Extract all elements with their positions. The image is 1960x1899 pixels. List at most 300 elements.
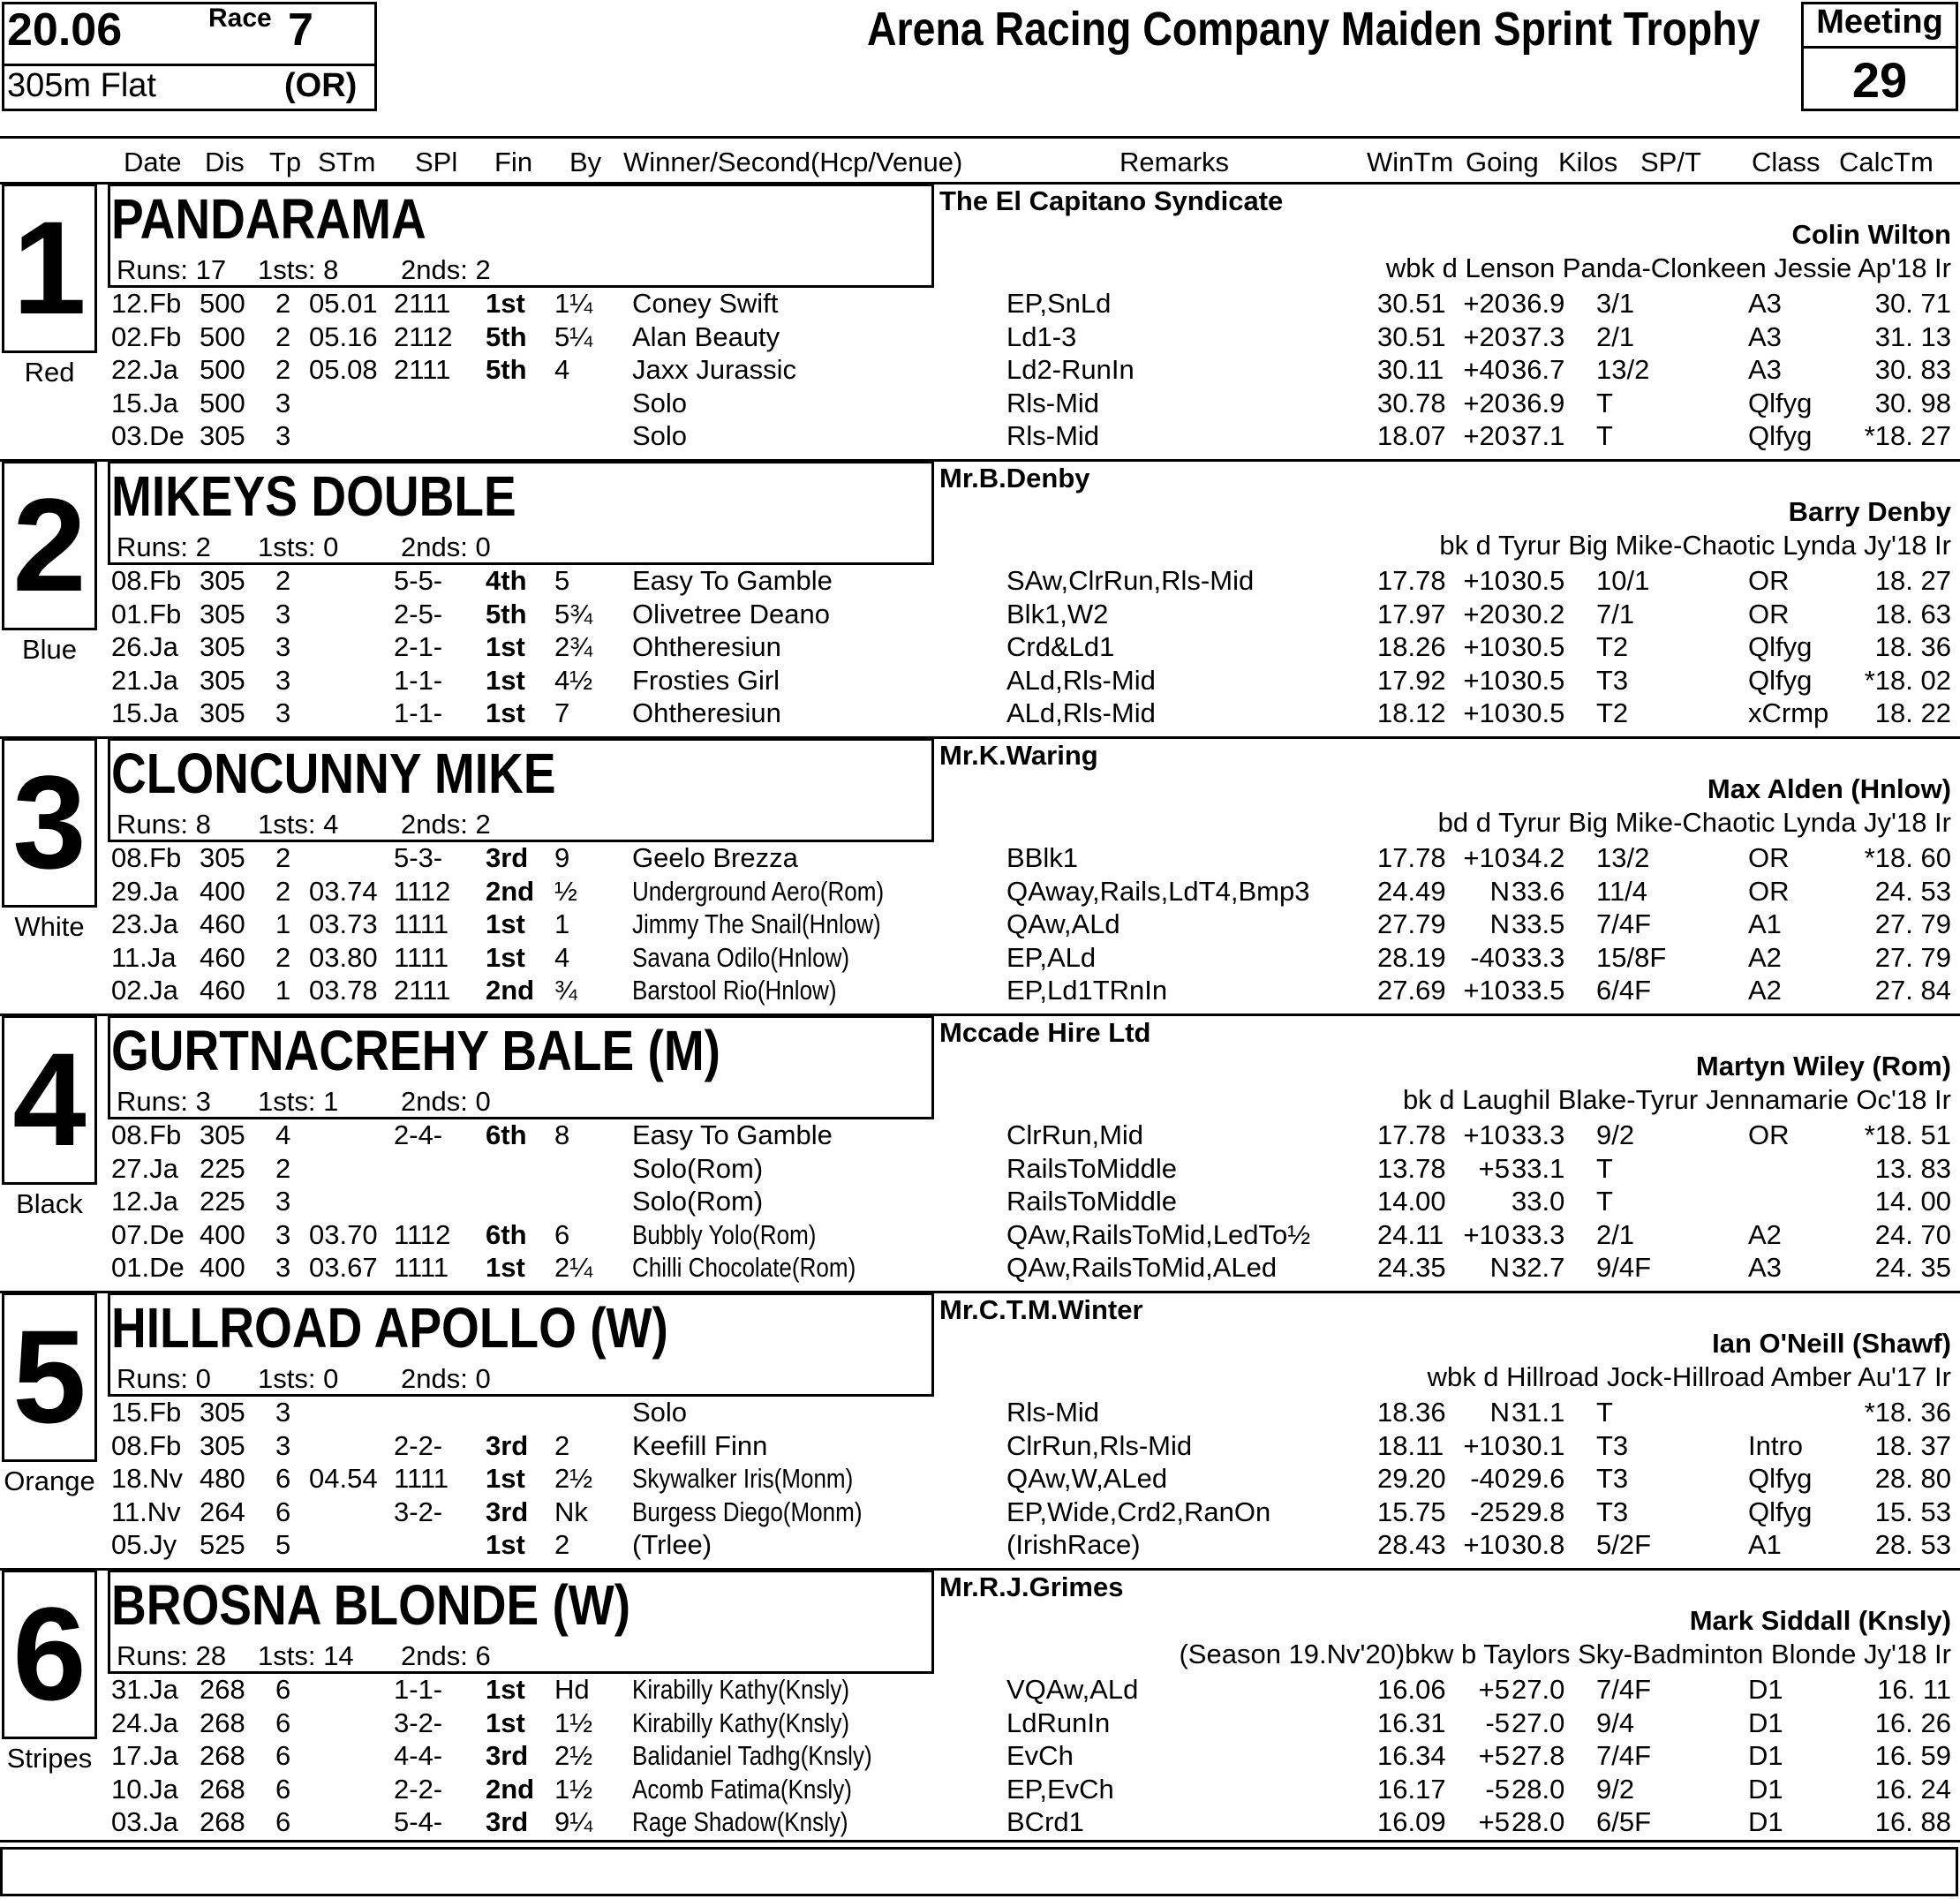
form-class: OR xyxy=(1748,875,1790,907)
form-fin: 5th xyxy=(486,598,527,629)
form-calctm: 15. 53 xyxy=(1874,1496,1951,1527)
section-rule xyxy=(0,1291,1960,1293)
form-stm: 03.73 xyxy=(309,908,378,939)
form-dis: 500 xyxy=(200,320,245,352)
form-wintm: 30.51 xyxy=(1377,320,1446,352)
form-remarks: Crd&Ld1 xyxy=(1006,631,1115,662)
form-date: 08.Fb xyxy=(111,565,182,596)
form-class: A1 xyxy=(1748,1529,1782,1560)
form-calctm: 24. 35 xyxy=(1874,1252,1951,1283)
race-title xyxy=(867,2,1905,57)
runner-owner: Mccade Hire Ltd xyxy=(939,1017,1151,1048)
form-class: Qlfyg xyxy=(1748,1496,1813,1527)
form-class: D1 xyxy=(1748,1707,1783,1738)
form-calctm: 28. 80 xyxy=(1874,1463,1951,1494)
form-winner xyxy=(632,1463,895,1495)
form-winner xyxy=(632,1707,891,1739)
form-calctm: 18. 36 xyxy=(1874,631,1951,662)
form-wintm: 18.26 xyxy=(1377,631,1446,662)
form-going: +10 xyxy=(1463,1529,1510,1560)
trap-box xyxy=(2,1015,97,1185)
trap-colour: Orange xyxy=(4,1466,95,1496)
form-winner-text: Geelo Brezza xyxy=(632,842,798,873)
form-winner xyxy=(632,631,781,663)
form-remarks: Rls-Mid xyxy=(1006,420,1100,451)
trap-box xyxy=(2,1570,97,1739)
form-stm: 03.80 xyxy=(309,941,378,973)
form-date: 12.Fb xyxy=(111,288,182,319)
form-spt: 9/2 xyxy=(1596,1773,1635,1805)
form-remarks: Ld1-3 xyxy=(1006,320,1077,352)
form-by: 2½ xyxy=(554,1463,593,1494)
trap-box xyxy=(2,184,97,353)
form-winner xyxy=(632,1529,712,1561)
runner-seconds: 2nds: 2 xyxy=(401,809,491,840)
form-dis: 305 xyxy=(200,1119,245,1150)
trap-number: 2 xyxy=(12,471,87,619)
form-tp: 6 xyxy=(275,1806,291,1837)
form-winner xyxy=(632,876,931,908)
trap-number: 6 xyxy=(12,1579,87,1728)
runner-breeding: (Season 19.Nv'20)bkw b Taylors Sky-Badminton Blonde Jy'18 Ir xyxy=(1179,1639,1951,1669)
form-going: -40 xyxy=(1470,1463,1510,1494)
form-spt: 13/2 xyxy=(1596,354,1650,385)
form-wintm: 14.00 xyxy=(1377,1186,1446,1217)
form-class: A3 xyxy=(1748,320,1782,352)
form-by: 2¼ xyxy=(554,1252,593,1283)
form-by: 1½ xyxy=(554,1773,593,1805)
form-winner-text: Acomb Fatima(Knsly) xyxy=(632,1773,852,1805)
form-going: +20 xyxy=(1463,598,1510,629)
form-remarks: QAw,RailsToMid,ALed xyxy=(1006,1252,1278,1283)
form-remarks: QAway,Rails,LdT4,Bmp3 xyxy=(1006,875,1310,907)
form-fin: 1st xyxy=(486,1674,525,1705)
form-tp: 6 xyxy=(275,1674,291,1705)
form-class: A3 xyxy=(1748,288,1782,319)
form-date: 26.Ja xyxy=(111,631,178,662)
form-spt: 13/2 xyxy=(1596,842,1650,873)
form-winner-text: Kirabilly Kathy(Knsly) xyxy=(632,1674,850,1705)
form-by: 2¾ xyxy=(554,631,593,662)
form-fin: 2nd xyxy=(486,1773,535,1805)
runner-trainer: Martyn Wiley (Rom) xyxy=(1695,1051,1951,1081)
form-dis: 460 xyxy=(200,975,245,1006)
col-spt: SP/T xyxy=(1640,147,1701,177)
form-going: -5 xyxy=(1485,1707,1510,1738)
form-remarks: ALd,Rls-Mid xyxy=(1006,664,1156,696)
form-winner xyxy=(632,697,781,729)
form-spt: T3 xyxy=(1596,1496,1629,1527)
runner-name-text: CLONCUNNY MIKE xyxy=(111,742,556,805)
form-wintm: 28.43 xyxy=(1377,1529,1446,1560)
form-winner-text: Barstool Rio(Hnlow) xyxy=(632,975,837,1006)
runner-runs: Runs: 0 xyxy=(117,1363,211,1394)
form-date: 08.Fb xyxy=(111,1429,182,1461)
form-stm: 03.74 xyxy=(309,875,378,907)
race-title-text: Arena Racing Company Maiden Sprint Trophy xyxy=(867,3,1760,56)
form-winner-text: Solo xyxy=(632,1397,688,1428)
section-rule xyxy=(0,1014,1960,1016)
form-winner-text: Bubbly Yolo(Rom) xyxy=(632,1218,817,1250)
form-spl: 1112 xyxy=(394,875,451,907)
form-kilos: 33.3 xyxy=(1511,1119,1565,1150)
form-winner-text: Frosties Girl xyxy=(632,664,780,696)
form-tp: 3 xyxy=(275,1186,291,1217)
form-kilos: 31.1 xyxy=(1511,1397,1565,1428)
form-tp: 4 xyxy=(275,1119,291,1150)
runner-name xyxy=(111,1294,759,1361)
form-date: 01.Fb xyxy=(111,598,182,629)
form-wintm: 24.35 xyxy=(1377,1252,1446,1283)
form-tp: 6 xyxy=(275,1740,291,1771)
form-spt: 10/1 xyxy=(1596,565,1650,596)
form-fin: 3rd xyxy=(486,1496,529,1527)
col-tp: Tp xyxy=(269,147,302,177)
form-tp: 3 xyxy=(275,1252,291,1283)
form-kilos: 36.9 xyxy=(1511,387,1565,418)
form-winner xyxy=(632,388,687,419)
form-date: 01.De xyxy=(111,1252,185,1283)
form-by: ½ xyxy=(554,875,577,907)
runner-seconds: 2nds: 0 xyxy=(401,531,491,562)
form-kilos: 36.9 xyxy=(1511,288,1565,319)
form-spt: 9/4F xyxy=(1596,1252,1652,1283)
form-class: D1 xyxy=(1748,1773,1783,1805)
form-dis: 305 xyxy=(200,631,245,662)
form-fin: 1st xyxy=(486,664,525,696)
form-spt: 7/4F xyxy=(1596,908,1652,939)
form-calctm: 24. 70 xyxy=(1874,1218,1951,1250)
form-calctm: 16. 59 xyxy=(1874,1740,1951,1771)
runner-runs: Runs: 2 xyxy=(117,531,211,562)
form-remarks: Blk1,W2 xyxy=(1006,598,1109,629)
footer-box xyxy=(0,1847,1958,1896)
bottom-rule xyxy=(0,1840,1960,1842)
section-rule xyxy=(0,1568,1960,1571)
form-going: +10 xyxy=(1463,697,1510,728)
form-tp: 3 xyxy=(275,387,291,418)
runner-breeding: bk d Laughil Blake-Tyrur Jennamarie Oc'18 Ir xyxy=(1402,1084,1951,1115)
form-going: +5 xyxy=(1478,1806,1510,1837)
runner-name-text: HILLROAD APOLLO (W) xyxy=(111,1296,668,1360)
form-spl: 1112 xyxy=(394,1218,451,1250)
form-spt: 5/2F xyxy=(1596,1529,1652,1560)
form-spl: 1111 xyxy=(394,908,449,939)
race-time: 20.06 xyxy=(7,4,123,56)
form-kilos: 27.0 xyxy=(1511,1674,1565,1705)
form-calctm: 16. 11 xyxy=(1877,1674,1951,1705)
col-dis: Dis xyxy=(205,147,245,177)
form-going: +10 xyxy=(1463,1218,1510,1250)
race-label: Race xyxy=(208,4,272,33)
form-spt: 3/1 xyxy=(1596,288,1635,319)
form-by: 1¼ xyxy=(554,288,593,319)
form-winner xyxy=(632,1430,767,1462)
runner-runs: Runs: 17 xyxy=(117,254,227,285)
form-kilos: 33.6 xyxy=(1511,875,1565,907)
form-spt: T3 xyxy=(1596,1463,1629,1494)
form-spl: 2112 xyxy=(394,320,453,352)
form-wintm: 17.78 xyxy=(1377,1119,1446,1150)
form-spl: 1111 xyxy=(394,941,449,973)
form-remarks: ClrRun,Mid xyxy=(1006,1119,1144,1150)
runner-name-box xyxy=(108,738,934,842)
form-kilos: 27.0 xyxy=(1511,1707,1565,1738)
form-wintm: 29.20 xyxy=(1377,1463,1446,1494)
form-dis: 305 xyxy=(200,664,245,696)
form-kilos: 30.1 xyxy=(1511,1429,1565,1461)
runner-name xyxy=(111,1571,715,1639)
runner-firsts: 1sts: 14 xyxy=(258,1640,354,1671)
form-by: 6 xyxy=(554,1218,570,1250)
form-winner-text: (Trlee) xyxy=(632,1529,712,1560)
form-spt: T xyxy=(1596,1152,1613,1184)
runner-runs: Runs: 8 xyxy=(117,809,211,840)
form-dis: 400 xyxy=(200,1218,245,1250)
form-tp: 2 xyxy=(275,320,291,352)
col-class: Class xyxy=(1752,147,1821,177)
form-spl: 3-2- xyxy=(394,1707,443,1738)
form-dis: 268 xyxy=(200,1773,245,1805)
col-by: By xyxy=(569,147,602,177)
form-winner xyxy=(632,842,798,874)
form-calctm: 30. 71 xyxy=(1874,288,1951,319)
form-winner-text: Solo(Rom) xyxy=(632,1152,764,1184)
form-by: 9¼ xyxy=(554,1806,593,1837)
form-kilos: 30.5 xyxy=(1511,664,1565,696)
form-going: +40 xyxy=(1463,354,1510,385)
form-remarks: EP,ALd xyxy=(1006,941,1097,973)
form-kilos: 28.0 xyxy=(1511,1773,1565,1805)
form-winner xyxy=(632,354,796,386)
form-calctm: 16. 88 xyxy=(1874,1806,1951,1837)
form-remarks: EP,SnLd xyxy=(1006,288,1112,319)
form-calctm: 24. 53 xyxy=(1874,875,1951,907)
form-by: 9 xyxy=(554,842,570,873)
runner-firsts: 1sts: 4 xyxy=(258,809,339,840)
runner-firsts: 1sts: 0 xyxy=(258,531,339,562)
form-tp: 2 xyxy=(275,288,291,319)
form-spt: T xyxy=(1596,420,1613,451)
runner-name-text: MIKEYS DOUBLE xyxy=(111,464,516,528)
form-spt: T3 xyxy=(1596,664,1629,696)
col-date: Date xyxy=(124,147,182,177)
form-class: Qlfyg xyxy=(1748,420,1813,451)
form-spl: 5-4- xyxy=(394,1806,443,1837)
section-rule xyxy=(0,459,1960,462)
form-wintm: 17.78 xyxy=(1377,842,1446,873)
form-winner-text: Underground Aero(Rom) xyxy=(632,875,885,907)
form-date: 18.Nv xyxy=(111,1463,183,1494)
form-winner xyxy=(632,1674,891,1706)
form-fin: 1st xyxy=(486,288,525,319)
form-date: 03.Ja xyxy=(111,1806,178,1837)
trap-colour: Stripes xyxy=(6,1743,93,1774)
runner-name-text: PANDARAMA xyxy=(111,187,426,251)
form-kilos: 37.3 xyxy=(1511,320,1565,352)
form-calctm: *18. 02 xyxy=(1864,664,1951,696)
form-by: ¾ xyxy=(554,975,577,1006)
form-tp: 5 xyxy=(275,1529,291,1560)
form-tp: 1 xyxy=(275,908,291,939)
form-by: 4 xyxy=(554,354,570,385)
form-going: +10 xyxy=(1463,1119,1510,1150)
form-fin: 4th xyxy=(486,565,527,596)
form-winner-text: Ohtheresiun xyxy=(632,631,781,662)
form-remarks: VQAw,ALd xyxy=(1006,1674,1139,1705)
form-tp: 2 xyxy=(275,1152,291,1184)
form-winner-text: Burgess Diego(Monm) xyxy=(632,1496,863,1527)
runner-name-box xyxy=(108,1570,934,1674)
form-class: OR xyxy=(1748,1119,1790,1150)
form-date: 23.Ja xyxy=(111,908,178,939)
form-going: N xyxy=(1489,1397,1510,1428)
form-calctm: 13. 83 xyxy=(1874,1152,1951,1184)
form-stm: 03.78 xyxy=(309,975,378,1006)
form-winner xyxy=(632,1219,851,1251)
form-date: 27.Ja xyxy=(111,1152,178,1184)
form-winner-text: Solo(Rom) xyxy=(632,1186,764,1217)
runner-trainer: Mark Siddall (Knsly) xyxy=(1689,1605,1951,1636)
runner-name xyxy=(111,463,582,530)
form-tp: 2 xyxy=(275,842,291,873)
form-wintm: 18.07 xyxy=(1377,420,1446,451)
form-winner xyxy=(632,1397,687,1428)
form-fin: 1st xyxy=(486,941,525,973)
form-class: A2 xyxy=(1748,941,1782,973)
form-stm: 05.16 xyxy=(309,320,378,352)
form-tp: 2 xyxy=(275,941,291,973)
form-fin: 1st xyxy=(486,697,525,728)
form-kilos: 33.5 xyxy=(1511,908,1565,939)
form-winner-text: Olivetree Deano xyxy=(632,598,831,629)
form-remarks: BCrd1 xyxy=(1006,1806,1084,1837)
form-tp: 3 xyxy=(275,697,291,728)
form-spt: 2/1 xyxy=(1596,1218,1635,1250)
form-class: A3 xyxy=(1748,354,1782,385)
form-spt: 6/5F xyxy=(1596,1806,1652,1837)
form-spl: 2-5- xyxy=(394,598,443,629)
form-spl: 2111 xyxy=(394,975,451,1006)
form-fin: 5th xyxy=(486,320,527,352)
form-wintm: 27.79 xyxy=(1377,908,1446,939)
form-kilos: 28.0 xyxy=(1511,1806,1565,1837)
form-dis: 460 xyxy=(200,908,245,939)
trap-box xyxy=(2,738,97,908)
form-wintm: 30.78 xyxy=(1377,387,1446,418)
runner-breeding: bk d Tyrur Big Mike-Chaotic Lynda Jy'18 Ir xyxy=(1439,530,1951,561)
form-spl: 2-2- xyxy=(394,1429,443,1461)
form-going: +5 xyxy=(1478,1740,1510,1771)
form-kilos: 30.2 xyxy=(1511,598,1565,629)
form-tp: 1 xyxy=(275,975,291,1006)
section-rule xyxy=(0,736,1960,739)
form-going: N xyxy=(1489,1252,1510,1283)
form-spt: T xyxy=(1596,1397,1613,1428)
form-by: 8 xyxy=(554,1119,570,1150)
form-fin: 6th xyxy=(486,1119,527,1150)
form-going: +10 xyxy=(1463,664,1510,696)
form-dis: 400 xyxy=(200,875,245,907)
form-class: Qlfyg xyxy=(1748,664,1813,696)
col-spl: SPl xyxy=(415,147,458,177)
form-kilos: 33.1 xyxy=(1511,1152,1565,1184)
form-going: -5 xyxy=(1485,1773,1510,1805)
form-winner xyxy=(632,565,833,597)
form-going: +5 xyxy=(1478,1152,1510,1184)
form-remarks: ALd,Rls-Mid xyxy=(1006,697,1156,728)
runner-name xyxy=(111,1017,819,1084)
form-dis: 305 xyxy=(200,420,245,451)
form-tp: 6 xyxy=(275,1463,291,1494)
form-stm: 03.67 xyxy=(309,1252,378,1283)
form-date: 08.Fb xyxy=(111,842,182,873)
form-remarks: RailsToMiddle xyxy=(1006,1186,1177,1217)
runner-owner: Mr.R.J.Grimes xyxy=(939,1571,1124,1602)
form-date: 03.De xyxy=(111,420,185,451)
form-going: -40 xyxy=(1470,941,1510,973)
form-calctm: 18. 63 xyxy=(1874,598,1951,629)
form-tp: 6 xyxy=(275,1773,291,1805)
form-class: OR xyxy=(1748,598,1790,629)
form-wintm: 30.51 xyxy=(1377,288,1446,319)
form-wintm: 28.19 xyxy=(1377,941,1446,973)
form-tp: 2 xyxy=(275,565,291,596)
form-fin: 3rd xyxy=(486,842,529,873)
form-date: 02.Ja xyxy=(111,975,178,1006)
form-kilos: 34.2 xyxy=(1511,842,1565,873)
form-dis: 460 xyxy=(200,941,245,973)
form-dis: 268 xyxy=(200,1740,245,1771)
form-date: 05.Jy xyxy=(111,1529,177,1560)
section-rule xyxy=(0,182,1960,185)
form-wintm: 17.78 xyxy=(1377,565,1446,596)
race-info-divider xyxy=(2,64,377,66)
header-rule xyxy=(0,136,1960,139)
form-dis: 480 xyxy=(200,1463,245,1494)
form-spl: 2-2- xyxy=(394,1773,443,1805)
form-by: 1½ xyxy=(554,1707,593,1738)
form-tp: 6 xyxy=(275,1707,291,1738)
runner-seconds: 2nds: 0 xyxy=(401,1363,491,1394)
form-calctm: *18. 60 xyxy=(1864,842,1951,873)
form-remarks: EvCh xyxy=(1006,1740,1074,1771)
runner-firsts: 1sts: 1 xyxy=(258,1086,339,1117)
form-fin: 3rd xyxy=(486,1429,529,1461)
col-calctm: CalcTm xyxy=(1839,147,1934,177)
runner-firsts: 1sts: 0 xyxy=(258,1363,339,1394)
form-going: +20 xyxy=(1463,387,1510,418)
form-date: 10.Ja xyxy=(111,1773,178,1805)
form-by: 5 xyxy=(554,565,570,596)
form-tp: 3 xyxy=(275,664,291,696)
form-going: N xyxy=(1489,908,1510,939)
form-tp: 3 xyxy=(275,1397,291,1428)
form-winner xyxy=(632,1153,763,1185)
form-fin: 6th xyxy=(486,1218,527,1250)
trap-colour: Black xyxy=(16,1188,83,1219)
form-class: A3 xyxy=(1748,1252,1782,1283)
form-spt: T3 xyxy=(1596,1429,1629,1461)
form-date: 29.Ja xyxy=(111,875,178,907)
runner-owner: Mr.B.Denby xyxy=(939,463,1090,494)
form-spl: 1-1- xyxy=(394,664,443,696)
runner-owner: Mr.C.T.M.Winter xyxy=(939,1294,1143,1325)
form-stm: 05.01 xyxy=(309,288,378,319)
form-dis: 305 xyxy=(200,1397,245,1428)
form-class: A2 xyxy=(1748,975,1782,1006)
form-wintm: 16.34 xyxy=(1377,1740,1446,1771)
